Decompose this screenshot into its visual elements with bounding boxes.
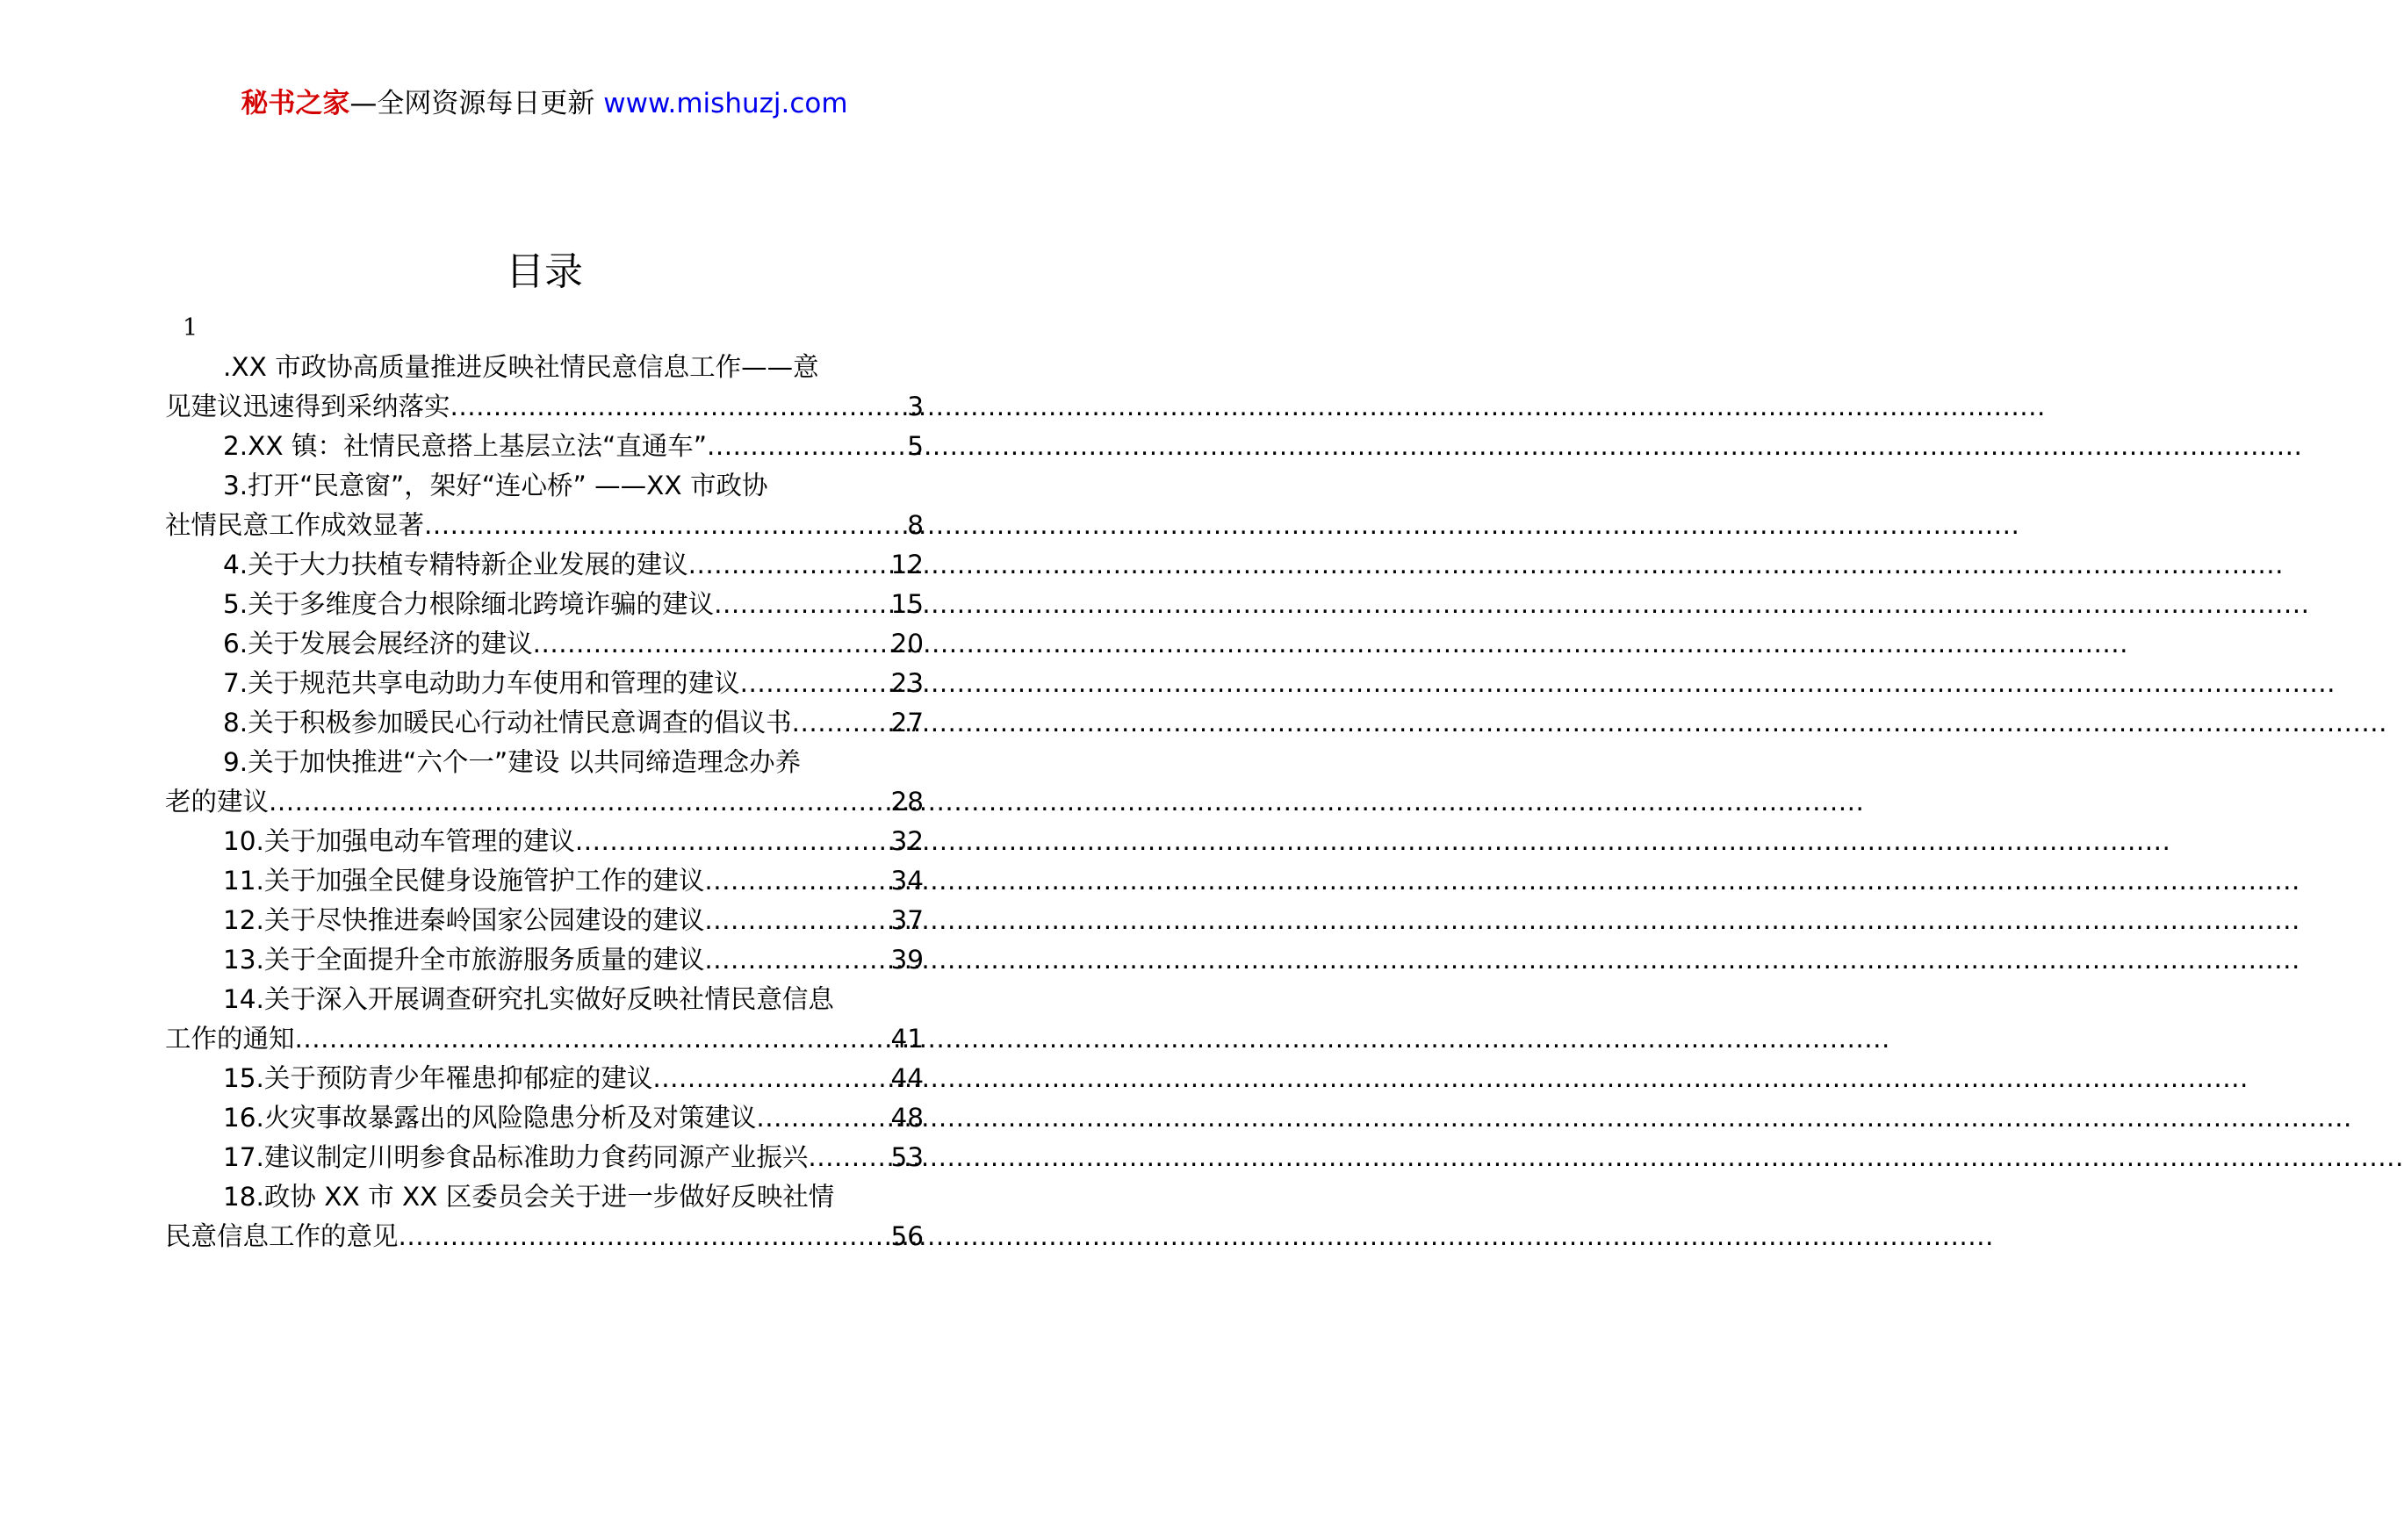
dot-leader [704,940,890,980]
toc-entry-title: 5.关于多维度合力根除缅北跨境诈骗的建议 [223,589,715,619]
toc-entry-line [165,940,924,980]
toc-page-number: 5 [907,431,924,461]
toc-entry-line [165,1138,924,1177]
toc-entry-title: 4.关于大力扶植专精特新企业发展的建议 [223,550,688,579]
toc-page-number: 39 [890,945,924,975]
table-of-contents [165,348,924,1256]
toc-entry-line [165,545,924,585]
toc-page-number: 23 [890,668,924,698]
toc-entry[interactable] [165,466,924,545]
toc-page-number: 8 [907,510,924,540]
toc-entry-line [165,387,924,427]
toc-page-number: 37 [890,905,924,935]
toc-page-number: 41 [890,1024,924,1054]
toc-entry-line [165,980,924,1019]
toc-entry[interactable] [165,1138,924,1177]
toc-entry-line [165,703,924,743]
toc-entry-title: 10.关于加强电动车管理的建议 [223,826,575,856]
toc-entry-title: 3.打开“民意窗”，架好“连心桥” ——XX 市政协 [223,471,768,500]
dot-leader [450,387,908,427]
toc-entry-line [165,743,924,782]
toc-entry-title: 14.关于深入开展调查研究扎实做好反映社情民意信息 [223,984,834,1014]
toc-entry[interactable] [165,427,924,466]
dot-leader [714,585,890,624]
dot-leader [792,703,891,743]
toc-entry-title: 9.关于加快推进“六个一”建设 以共同缔造理念办养 [223,747,802,777]
toc-entry-line [165,664,924,703]
dot-leader [756,1098,890,1138]
toc-entry[interactable] [165,664,924,703]
toc-entry-line [165,782,924,822]
dot-leader [808,1138,890,1177]
dot-leader [295,1019,891,1059]
toc-entry-line [165,348,924,387]
toc-entry-title: 6.关于发展会展经济的建议 [223,629,533,658]
toc-entry[interactable] [165,980,924,1059]
dot-leader [740,664,891,703]
dot-leader [707,427,907,466]
toc-entry-title: 17.建议制定川明参食品标准助力食药同源产业振兴 [223,1142,809,1172]
brand-name: 秘书之家 [241,88,350,119]
toc-entry-title-continued: 工作的通知 [165,1024,295,1054]
toc-entry[interactable] [165,940,924,980]
toc-entry-title: 18.政协 XX 市 XX 区委员会关于进一步做好反映社情 [223,1182,835,1212]
toc-entry-line [165,1177,924,1217]
toc-entry[interactable] [165,1177,924,1256]
toc-entry-line [165,1217,924,1256]
toc-page-number: 3 [907,392,924,421]
toc-entry-title: 11.关于加强全民健身设施管护工作的建议 [223,866,705,896]
toc-page-number: 32 [890,826,924,856]
toc-entry[interactable] [165,624,924,664]
toc-entry-line [165,624,924,664]
toc-entry-title: 8.关于积极参加暖民心行动社情民意调查的倡议书 [223,708,792,738]
toc-page-number: 15 [890,589,924,619]
toc-entry-title: 12.关于尽快推进秦岭国家公园建设的建议 [223,905,705,935]
toc-entry-title: 16.火灾事故暴露出的风险隐患分析及对策建议 [223,1103,757,1133]
dot-leader [399,1217,891,1256]
toc-page-number: 48 [890,1103,924,1133]
toc-entry-title: .XX 市政协高质量推进反映社情民意信息工作——意 [223,352,819,382]
toc-entry-title-continued: 社情民意工作成效显著 [165,510,425,540]
dot-leader [688,545,891,585]
dot-leader [704,901,890,940]
dot-leader [704,861,890,901]
toc-entry-line [165,506,924,545]
toc-page-number: 53 [890,1142,924,1172]
dot-leader [269,782,890,822]
toc-entry-line [165,427,924,466]
dot-leader [575,822,891,861]
site-url-link[interactable]: www.mishuzj.com [603,88,848,119]
toc-entry-line [165,1098,924,1138]
page-title: 目录 [506,249,583,294]
toc-page-number: 12 [890,550,924,579]
toc-entry-line [165,1019,924,1059]
toc-entry[interactable] [165,743,924,822]
toc-entry-title: 7.关于规范共享电动助力车使用和管理的建议 [223,668,740,698]
dot-leader [652,1059,890,1098]
toc-entry[interactable] [165,822,924,861]
toc-entry[interactable] [165,901,924,940]
toc-page-number: 27 [890,708,924,738]
toc-entry-line [165,585,924,624]
toc-entry-title-continued: 见建议迅速得到采纳落实 [165,392,450,421]
toc-entry[interactable] [165,703,924,743]
toc-entry[interactable] [165,348,924,427]
toc-entry[interactable] [165,1059,924,1098]
toc-entry[interactable] [165,861,924,901]
toc-entry-line [165,901,924,940]
banner-tagline: —全网资源每日更新 [349,88,604,119]
toc-entry[interactable] [165,585,924,624]
toc-entry-title: 15.关于预防青少年罹患抑郁症的建议 [223,1063,653,1093]
toc-page-number: 44 [890,1063,924,1093]
toc-entry-line [165,466,924,506]
toc-entry[interactable] [165,1098,924,1138]
toc-page-number: 34 [890,866,924,896]
toc-entry[interactable] [165,545,924,585]
dot-leader [533,624,891,664]
page-number-marker: 1 [183,314,198,342]
toc-page-number: 28 [890,787,924,817]
dot-leader [424,506,907,545]
toc-entry-title: 13.关于全面提升全市旅游服务质量的建议 [223,945,705,975]
site-banner [0,86,1089,121]
toc-entry-title-continued: 老的建议 [165,787,270,817]
toc-entry-title: 2.XX 镇：社情民意搭上基层立法“直通车” [223,431,708,461]
toc-entry-title-continued: 民意信息工作的意见 [165,1221,399,1251]
toc-page-number: 56 [890,1221,924,1251]
toc-entry-line [165,1059,924,1098]
toc-entry-line [165,861,924,901]
toc-entry-line [165,822,924,861]
toc-page-number: 20 [890,629,924,658]
